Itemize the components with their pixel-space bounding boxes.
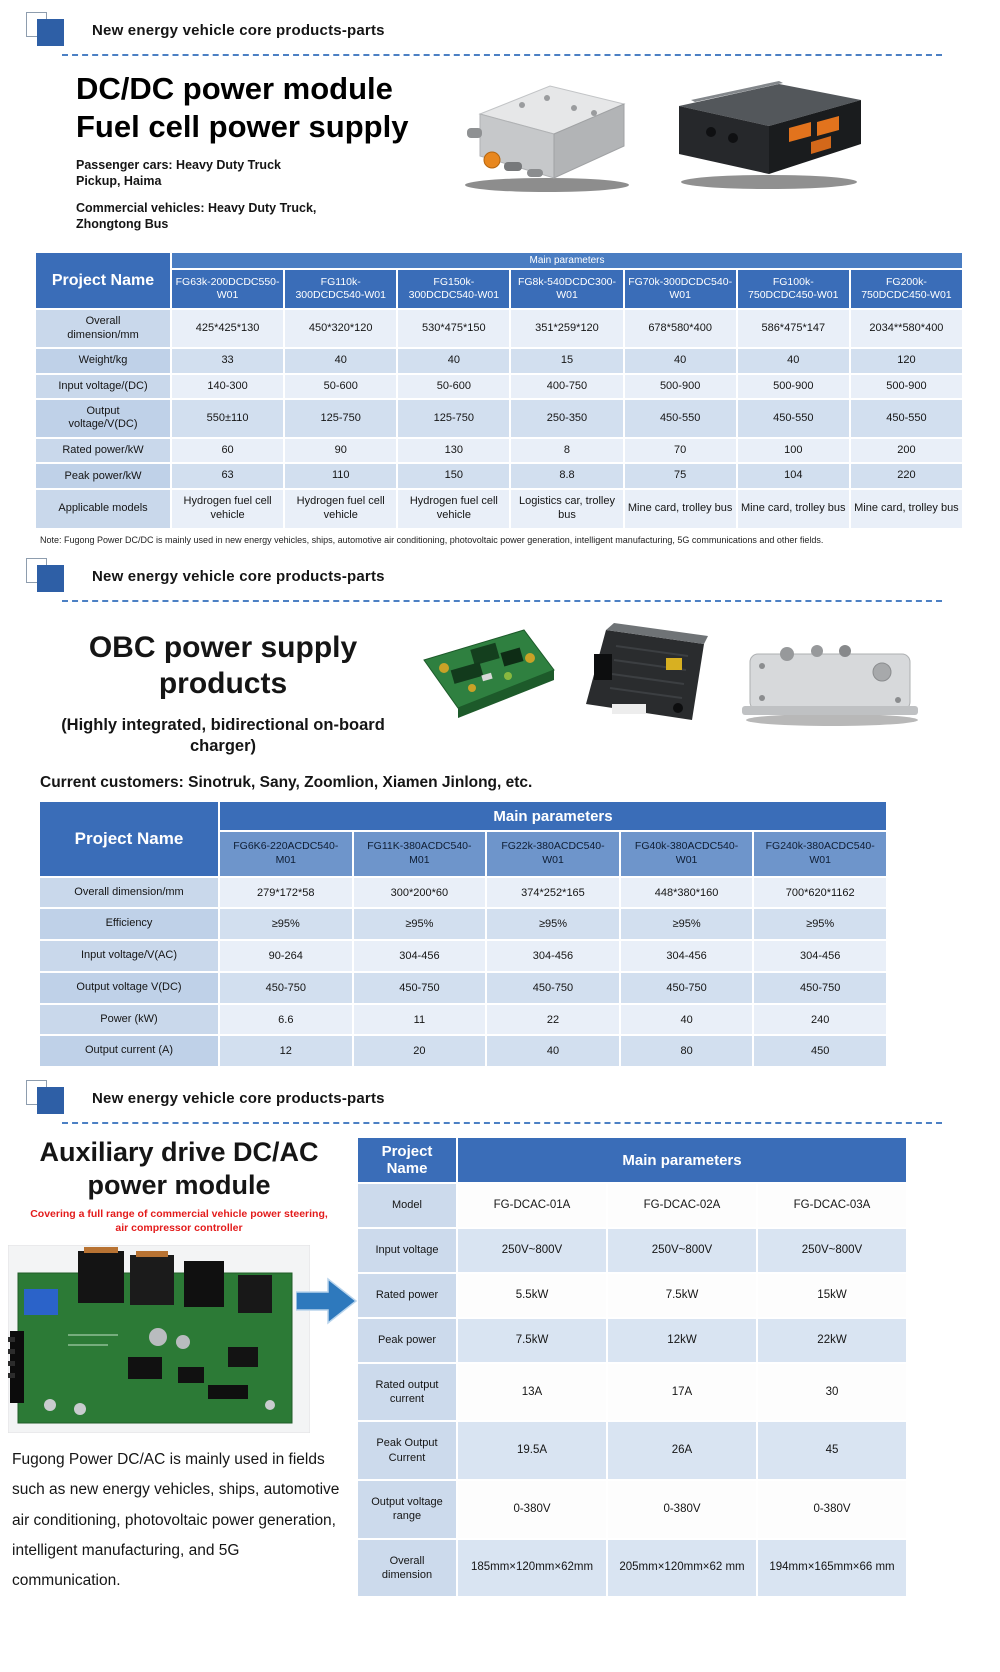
column-header: FG63k-200DCDC550-W01 (171, 269, 284, 309)
row-label: Output voltage range (357, 1480, 457, 1539)
table-row (357, 1183, 907, 1228)
table-cell: 6.6 (219, 1004, 353, 1036)
table-row (35, 489, 963, 529)
table-cell: 90 (284, 438, 397, 464)
table-cell: 15kW (757, 1273, 907, 1318)
table-cell: 450-750 (219, 972, 353, 1004)
table-row (357, 1421, 907, 1480)
table-cell: 304-456 (620, 940, 754, 972)
passenger-cars-text: Passenger cars: Heavy Duty Truck Pickup, Haima (76, 157, 281, 188)
table-cell: 450-550 (737, 399, 850, 437)
table-cell: 250-350 (510, 399, 623, 437)
table-cell: 33 (171, 348, 284, 374)
table-cell: 0-380V (607, 1480, 757, 1539)
table-cell: 194mm×165mm×66 mm (757, 1539, 907, 1598)
rack-power-supply-image (572, 616, 722, 734)
row-label: Rated output current (357, 1363, 457, 1422)
table-row (357, 1363, 907, 1422)
table-row (357, 1480, 907, 1539)
table-cell: 40 (486, 1035, 620, 1067)
row-label: Peak power/kW (35, 463, 171, 489)
table-cell: Hydrogen fuel cell vehicle (171, 489, 284, 529)
dcac-spec-table (356, 1136, 908, 1598)
table-row (357, 1539, 907, 1598)
table-cell: 450-550 (624, 399, 737, 437)
column-header: FG22k-380ACDC540-W01 (486, 831, 620, 876)
dcac-pcb-image (8, 1245, 310, 1433)
table-row (35, 374, 963, 400)
table-cell: 0-380V (457, 1480, 607, 1539)
table-cell: 530*475*150 (397, 309, 510, 347)
table-cell: 351*259*120 (510, 309, 623, 347)
table-cell: 13A (457, 1363, 607, 1422)
table-row (39, 1035, 887, 1067)
table-row (39, 877, 887, 909)
blue-square-marker-icon (26, 556, 72, 596)
row-label: Output voltage/V(DC) (35, 399, 171, 437)
table-row (39, 1004, 887, 1036)
table-cell: 150 (397, 463, 510, 489)
obc-title: OBC power supply products (88, 631, 358, 700)
obc-table-body (39, 877, 887, 1068)
dcac-title: Auxiliary drive DC/AC power module (39, 1137, 319, 1200)
dcac-highlight-text: Covering a full range of commercial vehicle power steering, air compressor controller (30, 1207, 328, 1234)
table-cell: Mine card, trolley bus (850, 489, 963, 529)
table-cell: 2034**580*400 (850, 309, 963, 347)
obc-spec-table (38, 800, 888, 1068)
project-name-header: Project Name (39, 801, 219, 876)
table-cell: 30 (757, 1363, 907, 1422)
table-row (39, 972, 887, 1004)
table-cell: 120 (850, 348, 963, 374)
table-cell: 0-380V (757, 1480, 907, 1539)
table-cell: 70 (624, 438, 737, 464)
table-cell: 125-750 (397, 399, 510, 437)
dcac-description: Fugong Power DC/AC is mainly used in fields such as new energy vehicles, ships, automotive air conditioning, photovoltaic power generation, intelligent manufacturing, and 5G communication. (12, 1451, 340, 1590)
table-cell: 240 (753, 1004, 887, 1036)
column-header: FG240k-380ACDC540-W01 (753, 831, 887, 876)
row-label: Applicable models (35, 489, 171, 529)
row-label: Overall dimension (357, 1539, 457, 1598)
table-cell: 22 (486, 1004, 620, 1036)
table-cell: 586*475*147 (737, 309, 850, 347)
column-header: FG40k-380ACDC540-W01 (620, 831, 754, 876)
table-cell: 8 (510, 438, 623, 464)
dcdc-intro-block (0, 56, 1000, 239)
table-row (39, 940, 887, 972)
table-cell: ≥95% (620, 908, 754, 940)
table-cell: 220 (850, 463, 963, 489)
table-cell: FG-DCAC-01A (457, 1183, 607, 1228)
table-cell: 450-750 (486, 972, 620, 1004)
table-cell: 700*620*1162 (753, 877, 887, 909)
section-header-label: New energy vehicle core products-parts (92, 21, 385, 39)
table-cell: 104 (737, 463, 850, 489)
table-cell: 50-600 (284, 374, 397, 400)
table-cell: Hydrogen fuel cell vehicle (284, 489, 397, 529)
row-label: Peak power (357, 1318, 457, 1363)
table-cell: 400-750 (510, 374, 623, 400)
table-cell: 22kW (757, 1318, 907, 1363)
table-row (35, 399, 963, 437)
table-cell: 450 (753, 1035, 887, 1067)
table-cell: 100 (737, 438, 850, 464)
section-dcdc-fuel-cell (0, 0, 1000, 546)
section-dcac (0, 1068, 1000, 1598)
main-parameters-header: Main parameters (219, 801, 887, 831)
table-row (357, 1228, 907, 1273)
table-cell: Mine card, trolley bus (737, 489, 850, 529)
section-header-label: New energy vehicle core products-parts (92, 1089, 385, 1107)
row-label: Input voltage/V(AC) (39, 940, 219, 972)
section-header-label: New energy vehicle core products-parts (92, 567, 385, 585)
table-cell: FG-DCAC-02A (607, 1183, 757, 1228)
table-cell: 550±110 (171, 399, 284, 437)
table-row (35, 463, 963, 489)
table-cell: Mine card, trolley bus (624, 489, 737, 529)
column-header: FG6K6-220ACDC540-M01 (219, 831, 353, 876)
column-header: FG150k-300DCDC540-W01 (397, 269, 510, 309)
obc-text-block (44, 616, 402, 756)
dcdc-text-block (76, 70, 438, 233)
column-header: FG110k-300DCDC540-W01 (284, 269, 397, 309)
table-cell: 205mm×120mm×62 mm (607, 1539, 757, 1598)
table-cell: 450*320*120 (284, 309, 397, 347)
table-cell: 80 (620, 1035, 754, 1067)
table-cell: FG-DCAC-03A (757, 1183, 907, 1228)
table-row (35, 309, 963, 347)
table-cell: ≥95% (219, 908, 353, 940)
dcdc-title-line2: Fuel cell power supply (76, 108, 409, 144)
table-cell: 12 (219, 1035, 353, 1067)
row-label: Rated power (357, 1273, 457, 1318)
table-cell: 40 (284, 348, 397, 374)
column-header: FG8k-540DCDC300-W01 (510, 269, 623, 309)
table-cell: ≥95% (486, 908, 620, 940)
table-row (39, 908, 887, 940)
table-cell: 500-900 (850, 374, 963, 400)
table-cell: 5.5kW (457, 1273, 607, 1318)
table-cell: 60 (171, 438, 284, 464)
row-label: Model (357, 1183, 457, 1228)
section-header (0, 0, 1000, 54)
table-cell: 110 (284, 463, 397, 489)
arrow-right-icon (296, 1276, 358, 1326)
table-row (357, 1273, 907, 1318)
table-cell: 130 (397, 438, 510, 464)
row-label: Output current (A) (39, 1035, 219, 1067)
table-cell: 7.5kW (607, 1273, 757, 1318)
section-obc (0, 546, 1000, 1068)
table-cell: 678*580*400 (624, 309, 737, 347)
table-cell: 50-600 (397, 374, 510, 400)
table-row (357, 1318, 907, 1363)
dcdc-spec-table (34, 251, 964, 530)
table-cell: 63 (171, 463, 284, 489)
table-cell: 450-550 (850, 399, 963, 437)
table-cell: Logistics car, trolley bus (510, 489, 623, 529)
table-cell: 20 (353, 1035, 487, 1067)
table-cell: 11 (353, 1004, 487, 1036)
table-cell: ≥95% (353, 908, 487, 940)
dcdc-title-line1: DC/DC power module (76, 71, 393, 106)
table-cell: 304-456 (753, 940, 887, 972)
project-name-header: Project Name (357, 1137, 457, 1183)
table-cell: 75 (624, 463, 737, 489)
table-cell: 450-750 (620, 972, 754, 1004)
dcdc-dark-module-image (661, 70, 876, 195)
model-header-row (35, 269, 963, 309)
dcac-table-head (357, 1137, 907, 1183)
table-cell: 250V~800V (607, 1228, 757, 1273)
table-cell: Hydrogen fuel cell vehicle (397, 489, 510, 529)
table-cell: 500-900 (737, 374, 850, 400)
table-cell: 250V~800V (757, 1228, 907, 1273)
row-label: Weight/kg (35, 348, 171, 374)
table-cell: 448*380*160 (620, 877, 754, 909)
row-label: Input voltage (357, 1228, 457, 1273)
table-cell: 450-750 (753, 972, 887, 1004)
table-cell: 425*425*130 (171, 309, 284, 347)
blue-square-marker-icon (26, 1078, 72, 1118)
commercial-vehicles-text: Commercial vehicles: Heavy Duty Truck, Zhongtong Bus (76, 201, 317, 232)
table-cell: 45 (757, 1421, 907, 1480)
main-parameters-header: Main parameters (457, 1137, 907, 1183)
dcdc-footnote: Note: Fugong Power DC/DC is mainly used in new energy vehicles, ships, automotive air conditioning, photovoltaic power generation, intelligent manufacturing, 5G communications and other fields. (40, 534, 824, 545)
obc-pcb-image (412, 616, 562, 734)
table-cell: 374*252*165 (486, 877, 620, 909)
table-cell: 40 (737, 348, 850, 374)
table-row (35, 438, 963, 464)
table-cell: 15 (510, 348, 623, 374)
table-cell: 279*172*58 (219, 877, 353, 909)
table-cell: 8.8 (510, 463, 623, 489)
row-label: Efficiency (39, 908, 219, 940)
dcdc-table-body (35, 309, 963, 528)
main-parameters-header: Main parameters (171, 252, 963, 270)
obc-silver-module-image (732, 616, 927, 731)
table-cell: 40 (397, 348, 510, 374)
row-label: Overall dimension/mm (39, 877, 219, 909)
dcac-content (0, 1124, 1000, 1598)
table-cell: 90-264 (219, 940, 353, 972)
row-label: Input voltage/(DC) (35, 374, 171, 400)
dcac-left-column (8, 1134, 350, 1596)
column-header: FG70k-300DCDC540-W01 (624, 269, 737, 309)
table-cell: 125-750 (284, 399, 397, 437)
table-cell: 40 (620, 1004, 754, 1036)
current-customers-text: Current customers: Sinotruk, Sany, Zoomlion, Xiamen Jinlong, etc. (40, 774, 533, 792)
table-cell: 185mm×120mm×62mm (457, 1539, 607, 1598)
table-cell: 450-750 (353, 972, 487, 1004)
table-cell: 140-300 (171, 374, 284, 400)
table-cell: 500-900 (624, 374, 737, 400)
project-name-header: Project Name (35, 252, 171, 310)
table-cell: 40 (624, 348, 737, 374)
row-label: Output voltage V(DC) (39, 972, 219, 1004)
table-cell: 304-456 (353, 940, 487, 972)
table-cell: 7.5kW (457, 1318, 607, 1363)
blue-square-marker-icon (26, 10, 72, 50)
table-cell: 200 (850, 438, 963, 464)
obc-subtitle: (Highly integrated, bidirectional on-board charger) (61, 716, 385, 755)
section-header (0, 1068, 1000, 1122)
table-cell: 17A (607, 1363, 757, 1422)
dcdc-silver-module-image (452, 70, 647, 200)
table-row (35, 348, 963, 374)
table-cell: 26A (607, 1421, 757, 1480)
table-cell: 12kW (607, 1318, 757, 1363)
row-label: Rated power/kW (35, 438, 171, 464)
table-cell: 304-456 (486, 940, 620, 972)
table-cell: 19.5A (457, 1421, 607, 1480)
dcac-table-body (357, 1183, 907, 1597)
row-label: Peak Output Current (357, 1421, 457, 1480)
column-header: FG11K-380ACDC540-M01 (353, 831, 487, 876)
obc-intro-block (0, 602, 1000, 756)
obc-table-head (39, 801, 887, 876)
table-cell: ≥95% (753, 908, 887, 940)
dcdc-table-head (35, 252, 963, 310)
table-cell: 250V~800V (457, 1228, 607, 1273)
row-label: Power (kW) (39, 1004, 219, 1036)
column-header: FG100k-750DCDC450-W01 (737, 269, 850, 309)
table-cell: 300*200*60 (353, 877, 487, 909)
section-header (0, 546, 1000, 600)
row-label: Overall dimension/mm (35, 309, 171, 347)
column-header: FG200k-750DCDC450-W01 (850, 269, 963, 309)
